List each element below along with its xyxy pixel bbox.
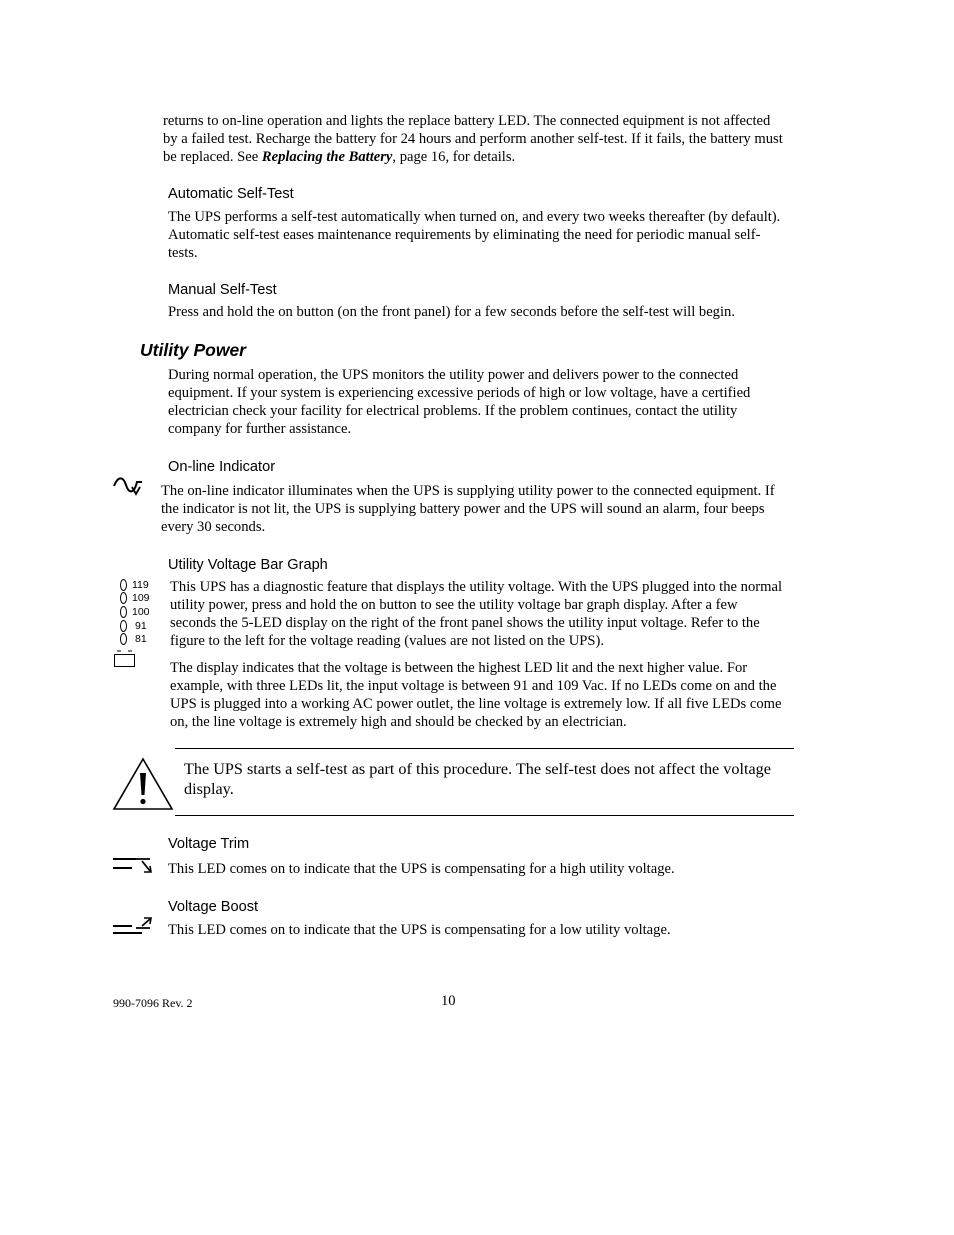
voltage-trim-heading: Voltage Trim [168, 836, 250, 852]
led-circle-icon [120, 592, 127, 604]
utility-power-body: During normal operation, the UPS monitors the utility power and delivers power to the connected equipment. If your system is experiencing excessive periods of high or low voltage, have a certified electrician check your facility for electrical problems. If the problem continues, contact the utility company for further assistance. [168, 367, 751, 437]
sine-wave-icon [113, 474, 145, 496]
voltage-trim-icon [112, 855, 156, 875]
bar-value: 100 [132, 606, 150, 618]
bar-value: 109 [132, 592, 150, 604]
voltage-boost-heading: Voltage Boost [168, 899, 259, 915]
manual-test-body: Press and hold the on button (on the front panel) for a few seconds before the self-test will begin. [168, 304, 735, 320]
online-indicator-heading: On-line Indicator [168, 459, 276, 475]
voltage-trim-body: This LED comes on to indicate that the UPS is compensating for a high utility voltage. [168, 861, 675, 877]
bar-value: 91 [135, 620, 147, 632]
battery-reference: Replacing the Battery [261, 149, 393, 165]
manual-test-heading: Manual Self-Test [168, 282, 277, 298]
intro-text-pre: returns to on-line operation and lights the replace battery LED. The connected equipment is not affected by a failed test. Recharge the battery for 24 hours and perform another self-test. If it fails, the battery must be replaced. See [163, 113, 783, 165]
led-circle-icon [120, 579, 127, 591]
intro-text-post: , page 16, for details. [392, 149, 516, 165]
warning-top-rule [175, 748, 794, 749]
bar-value: 81 [135, 633, 147, 645]
battery-icon [113, 649, 137, 669]
bar-graph-heading: Utility Voltage Bar Graph [168, 557, 328, 573]
auto-test-heading: Automatic Self-Test [168, 186, 294, 202]
online-indicator-body: The on-line indicator illuminates when the UPS is supplying utility power to the connected equipment. If the indicator is not lit, the UPS is supplying battery power and the UPS will sound an alarm, four beeps every 30 seconds. [161, 483, 775, 535]
bar-graph-body-1: This UPS has a diagnostic feature that displays the utility voltage. With the UPS plugged into the normal utility power, press and hold the on button to see the utility voltage bar graph display. After a few seconds the 5-LED display on the right of the front panel shows the utility input voltage. Refer to the figure to the left for the voltage reading (values are not listed on the UPS). [170, 579, 782, 649]
utility-power-heading: Utility Power [140, 340, 246, 360]
auto-test-body: The UPS performs a self-test automatically when turned on, and every two weeks thereafter (by default). Automatic self-test eases maintenance requirements by eliminating the need for periodic manual self-tests. [168, 209, 781, 261]
document-id: 990-7096 Rev. 2 [113, 996, 193, 1010]
warning-triangle-icon [112, 757, 174, 811]
voltage-boost-body: This LED comes on to indicate that the UPS is compensating for a low utility voltage. [168, 922, 671, 938]
led-circle-icon [120, 633, 127, 645]
intro-paragraph [163, 112, 788, 166]
led-circle-icon [120, 620, 127, 632]
page-number: 10 [441, 993, 456, 1009]
led-circle-icon [120, 606, 127, 618]
voltage-boost-icon [112, 916, 156, 936]
warning-text: The UPS starts a self-test as part of this procedure. The self-test does not affect the voltage display. [184, 760, 771, 798]
bar-value: 119 [132, 579, 149, 591]
bar-graph-body-2: The display indicates that the voltage is between the highest LED lit and the next higher value. For example, with three LEDs lit, the input voltage is between 91 and 109 Vac. If no LEDs come on and the UPS is plugged into a working AC power outlet, the line voltage is extremely low. If all five LEDs come on, the line voltage is extremely high and should be checked by an electrician. [170, 660, 782, 730]
warning-bottom-rule [175, 815, 794, 816]
